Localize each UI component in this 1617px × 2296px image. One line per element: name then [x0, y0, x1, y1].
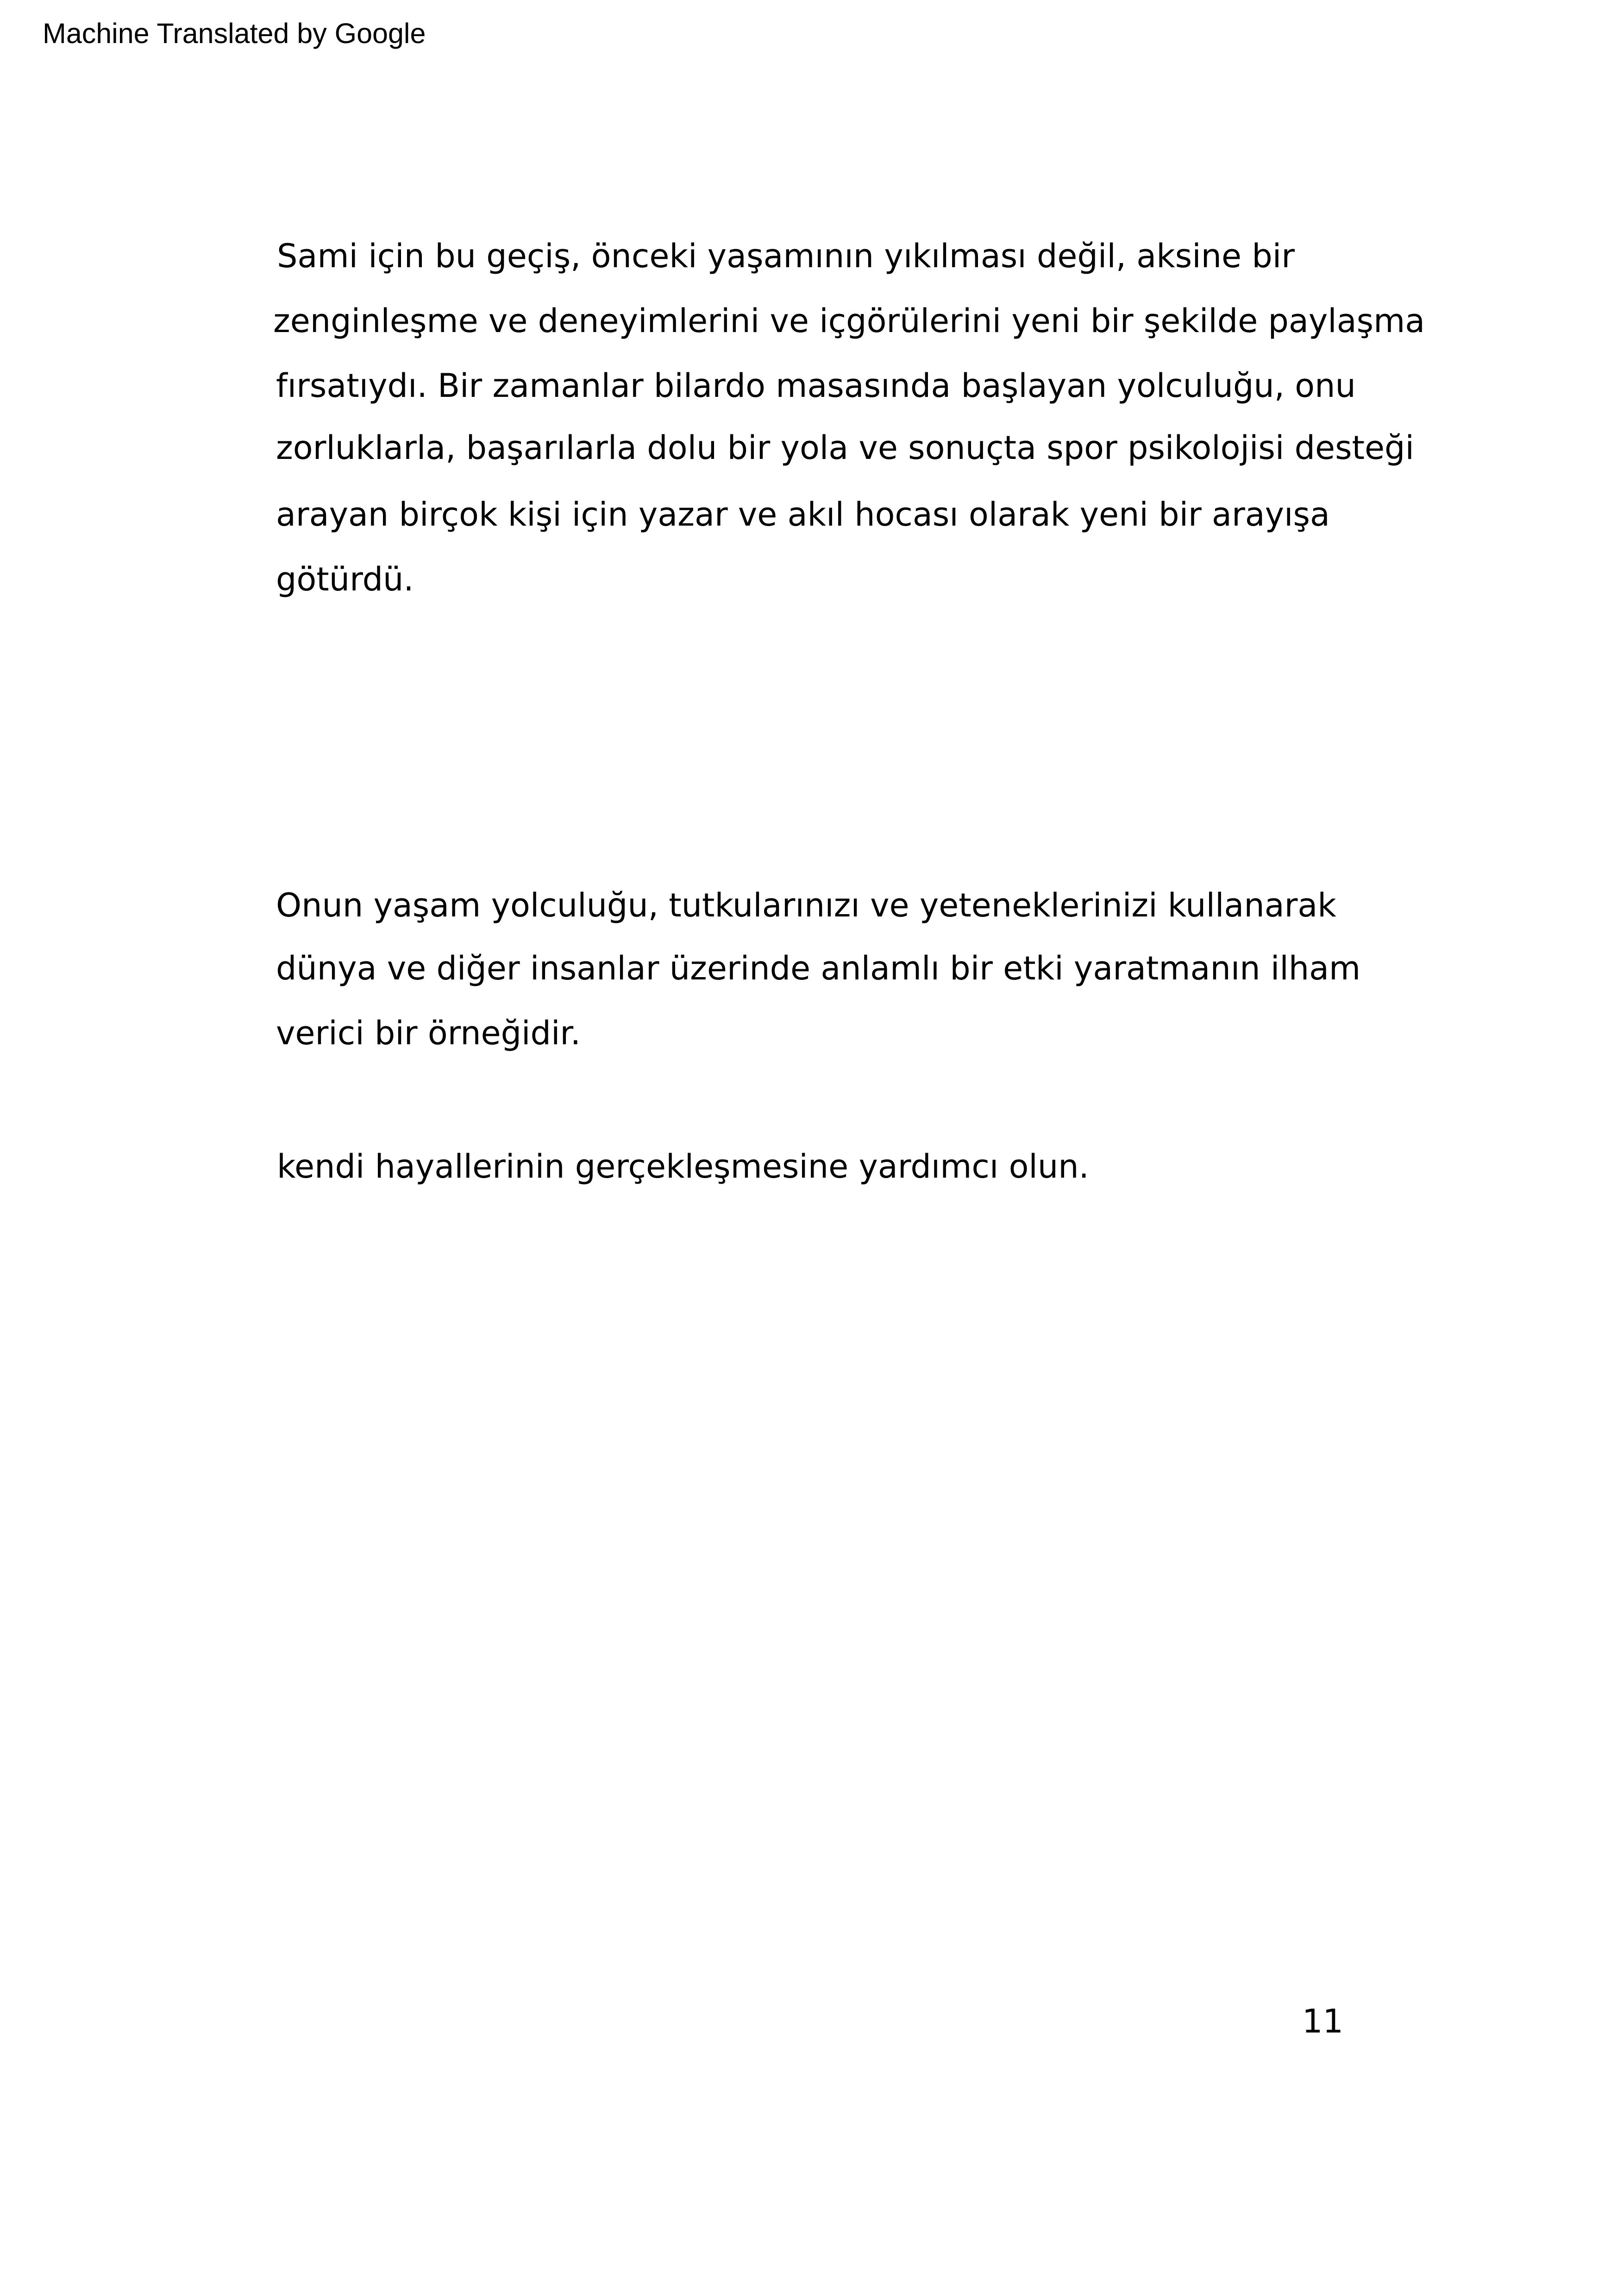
paragraph-1-line-4: zorluklarla, başarılarla dolu bir yola ve sonuçta spor psikolojisi desteği [276, 429, 1414, 467]
paragraph-1-line-5: arayan birçok kişi için yazar ve akıl hocası olarak yeni bir arayışa [276, 496, 1330, 533]
paragraph-2-line-3: verici bir örneğidir. [276, 1014, 581, 1052]
paragraph-1-line-1: Sami için bu geçiş, önceki yaşamının yıkılması değil, aksine bir [277, 237, 1295, 275]
paragraph-1-line-2: zenginleşme ve deneyimlerini ve içgörülerini yeni bir şekilde paylaşma [273, 302, 1425, 340]
page-number: 11 [1302, 2002, 1344, 2040]
paragraph-1-line-6: götürdü. [276, 560, 414, 598]
machine-translation-notice: Machine Translated by Google [43, 18, 426, 49]
paragraph-3-line-1: kendi hayallerinin gerçekleşmesine yardımcı olun. [277, 1148, 1089, 1186]
paragraph-2-line-1: Onun yaşam yolculuğu, tutkularınızı ve yeteneklerinizi kullanarak [276, 886, 1336, 924]
paragraph-2-line-2: dünya ve diğer insanlar üzerinde anlamlı bir etki yaratmanın ilham [276, 949, 1361, 987]
paragraph-1-line-3: fırsatıydı. Bir zamanlar bilardo masasında başlayan yolculuğu, onu [276, 367, 1356, 405]
